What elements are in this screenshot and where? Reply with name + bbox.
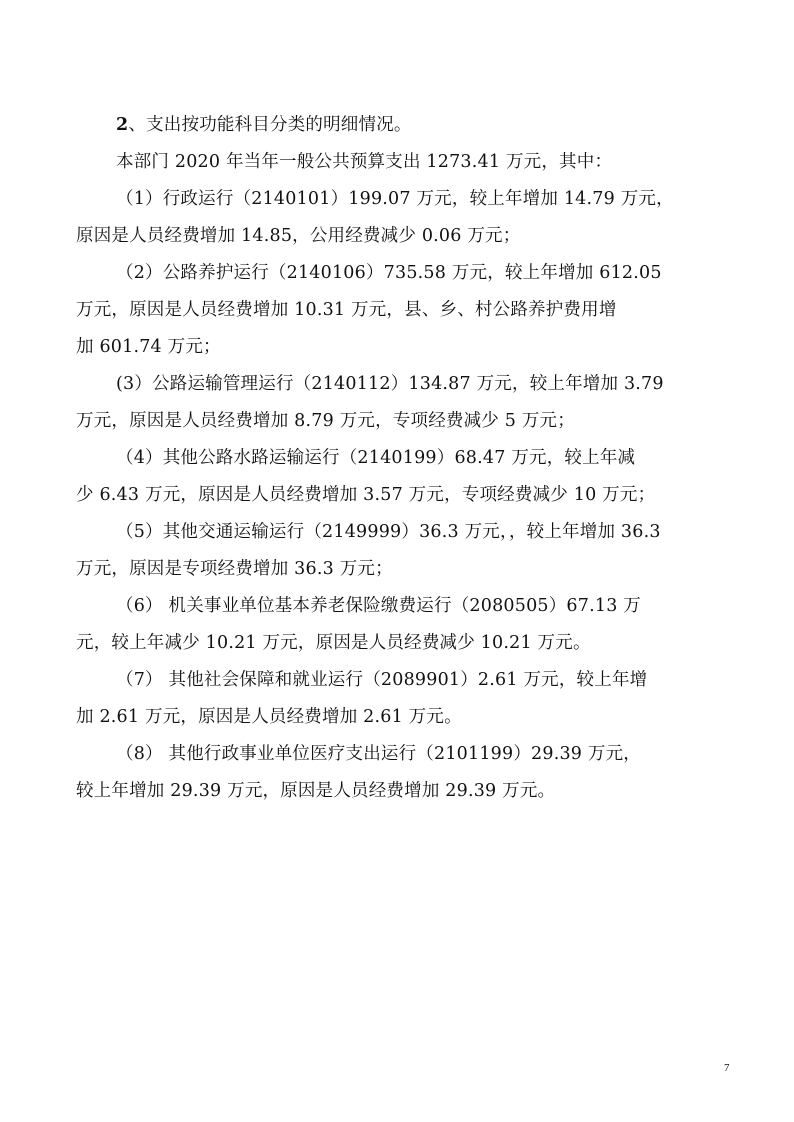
item-3-line-1: (3）公路运输管理运行（2140112）134.87 万元，较上年增加 3.79 <box>116 374 664 394</box>
item-4-line-1: （4）其他公路水路运输运行（2140199）68.47 万元，较上年减 <box>116 448 636 468</box>
item-1-line-2: 原因是人员经费增加 14.85，公用经费减少 0.06 万元； <box>76 226 521 246</box>
item-7-line-2: 加 2.61 万元，原因是人员经费增加 2.61 万元。 <box>76 707 462 727</box>
item-2-line-2: 万元，原因是人员经费增加 10.31 万元，县、乡、村公路养护费用增 <box>76 300 617 320</box>
item-8-line-2: 较上年增加 29.39 万元，原因是人员经费增加 29.39 万元。 <box>76 781 556 801</box>
item-3-line-2: 万元，原因是人员经费增加 8.79 万元，专项经费减少 5 万元； <box>76 411 575 431</box>
item-4-line-2: 少 6.43 万元，原因是人员经费增加 3.57 万元，专项经费减少 10 万元； <box>76 485 656 505</box>
item-6-line-1: （6） 机关事业单位基本养老保险缴费运行（2080505）67.13 万 <box>116 596 641 616</box>
item-6-line-2: 元，较上年减少 10.21 万元，原因是人员经费减少 10.21 万元。 <box>76 633 591 653</box>
item-2-line-1: （2）公路养护运行（2140106）735.58 万元，较上年增加 612.05 <box>116 263 662 283</box>
item-5-line-1: （5）其他交通运输运行（2149999）36.3 万元，，较上年增加 36.3 <box>116 522 661 542</box>
section-title: 、支出按功能科目分类的明细情况。 <box>128 115 412 135</box>
section-number: 2 <box>116 115 129 135</box>
document-body <box>76 107 716 810</box>
item-2-line-3: 加 601.74 万元； <box>76 337 221 357</box>
page-number: 7 <box>724 1062 730 1074</box>
summary-line: 本部门 2020 年当年一般公共预算支出 1273.41 万元，其中： <box>116 152 613 172</box>
item-7-line-1: （7） 其他社会保障和就业运行（2089901）2.61 万元，较上年增 <box>116 670 648 690</box>
item-1-line-1: （1）行政运行（2140101）199.07 万元，较上年增加 14.79 万元， <box>116 189 674 209</box>
item-5-line-2: 万元，原因是专项经费增加 36.3 万元； <box>76 559 393 579</box>
section-heading <box>76 107 716 144</box>
item-8-line-1: （8） 其他行政事业单位医疗支出运行（2101199）29.39 万元， <box>116 744 641 764</box>
